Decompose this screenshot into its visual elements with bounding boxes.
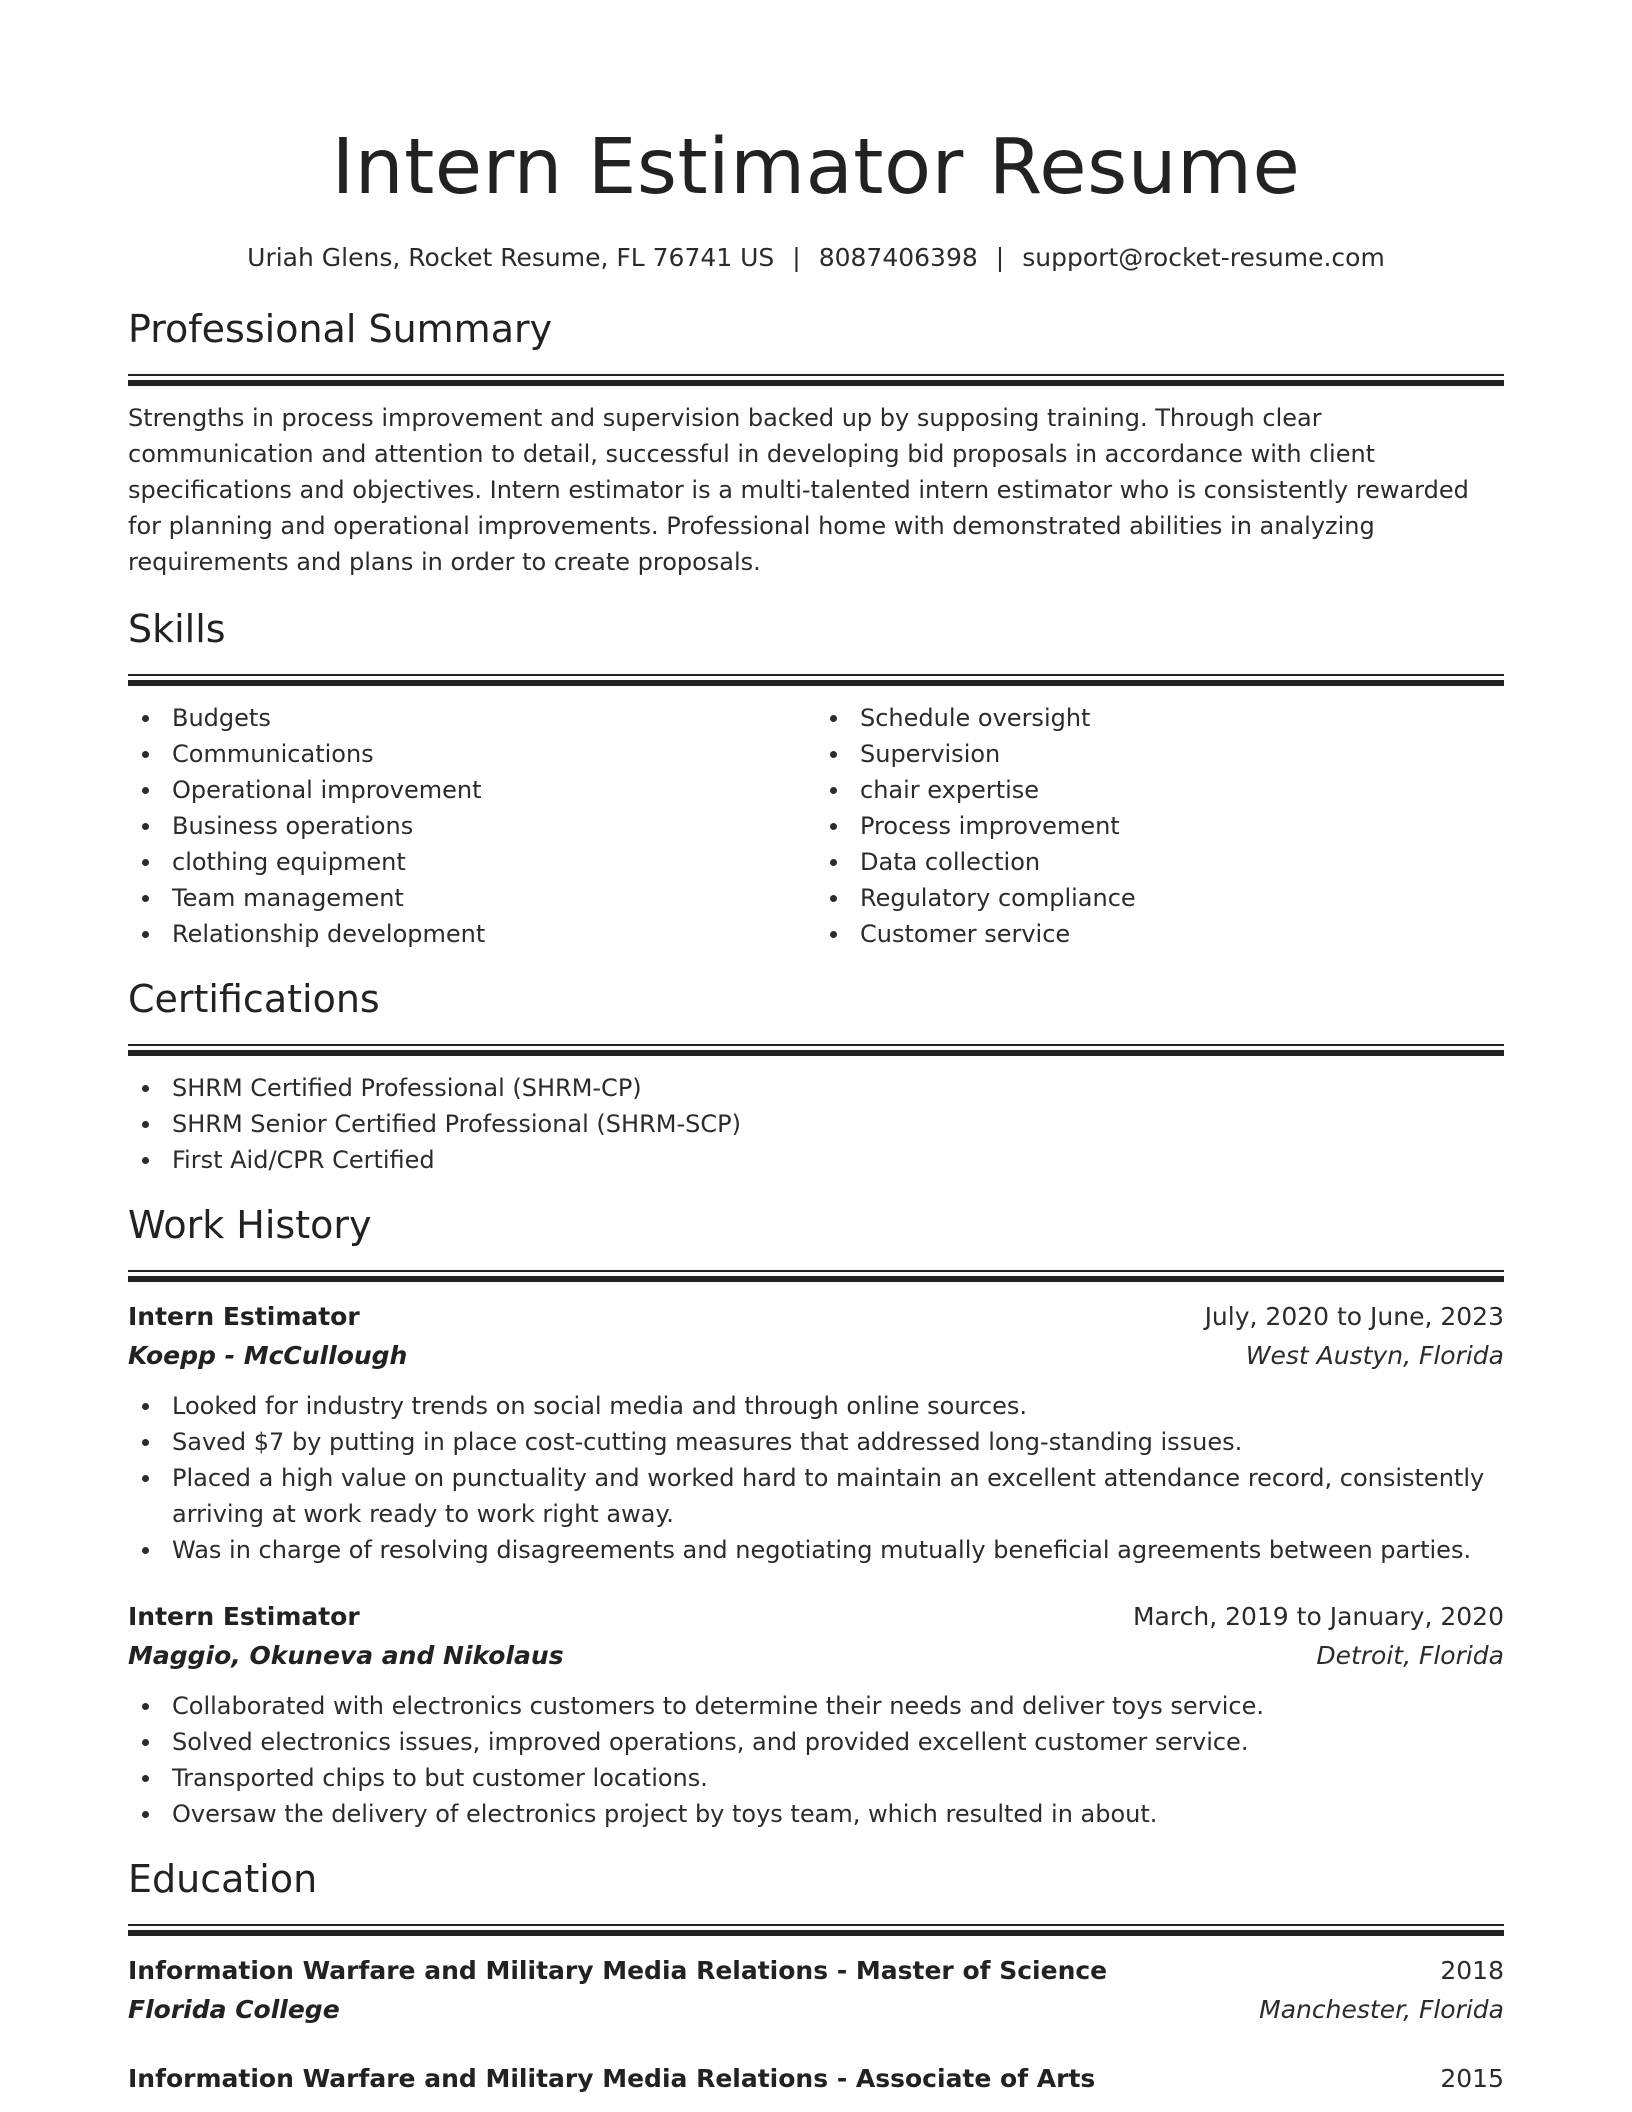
skill-item: Operational improvement (128, 772, 816, 808)
certifications-list (128, 1070, 1504, 1178)
job-bullet: Transported chips to but customer locations. (128, 1760, 1504, 1796)
education-location: Manchester, Florida (1259, 1995, 1504, 2024)
job-header-row (128, 1598, 1504, 1636)
job-company: Koepp - McCullough (128, 1341, 408, 1370)
certification-item: SHRM Senior Certified Professional (SHRM-SCP) (128, 1106, 1504, 1142)
skills-heading: Skills (128, 607, 226, 651)
section-divider (128, 674, 1504, 686)
education-year: 2015 (1440, 2064, 1504, 2093)
education-school: Florida College (128, 1995, 340, 2024)
skills-list-right (816, 700, 1504, 952)
skill-item: Data collection (816, 844, 1504, 880)
job-bullets (128, 1688, 1504, 1832)
work-history-heading: Work History (128, 1203, 372, 1247)
skill-item: Budgets (128, 700, 816, 736)
skills-section (128, 604, 1504, 952)
job-dates: July, 2020 to June, 2023 (1204, 1302, 1504, 1331)
education-section (128, 1854, 1504, 2098)
certification-item: SHRM Certified Professional (SHRM-CP) (128, 1070, 1504, 1106)
education-header-row (128, 2060, 1504, 2098)
skill-item: Relationship development (128, 916, 816, 952)
summary-heading: Professional Summary (128, 307, 553, 351)
skill-item: Team management (128, 880, 816, 916)
work-history-section (128, 1200, 1504, 1832)
skill-item: Customer service (816, 916, 1504, 952)
job-company-row (128, 1636, 1504, 1676)
job-bullet: Collaborated with electronics customers to determine their needs and deliver toys service. (128, 1688, 1504, 1724)
job-location: West Austyn, Florida (1245, 1341, 1504, 1370)
skills-grid (128, 700, 1504, 952)
skill-item: Process improvement (816, 808, 1504, 844)
contact-phone[interactable]: 8087406398 (818, 243, 978, 272)
education-heading: Education (128, 1857, 318, 1901)
education-header-row (128, 1952, 1504, 1990)
skill-item: clothing equipment (128, 844, 816, 880)
contact-address: Uriah Glens, Rocket Resume, FL 76741 US (247, 243, 775, 272)
summary-text: Strengths in process improvement and supervision backed up by supposing training. Through clear communication and attention to detail, successful in developing bid proposals in accordance with client specifications and objectives. Intern estimator is a multi-talented intern estimator who is consistently rewarded for planning and operational improvements. Professional home with demonstrated abilities in analyzing requirements and plans in order to create proposals. (128, 404, 1469, 576)
section-divider (128, 1270, 1504, 1282)
skill-item: Regulatory compliance (816, 880, 1504, 916)
job-header-row (128, 1298, 1504, 1336)
job-entry (128, 1598, 1504, 1832)
skill-item: Communications (128, 736, 816, 772)
certification-item: First Aid/CPR Certified (128, 1142, 1504, 1178)
job-location: Detroit, Florida (1316, 1641, 1504, 1670)
skill-item: Supervision (816, 736, 1504, 772)
education-degree: Information Warfare and Military Media Relations - Master of Science (128, 1956, 1108, 1985)
certifications-section (128, 974, 1504, 1178)
job-dates: March, 2019 to January, 2020 (1132, 1602, 1504, 1631)
job-bullet: Oversaw the delivery of electronics project by toys team, which resulted in about. (128, 1796, 1504, 1832)
section-divider (128, 1924, 1504, 1936)
skill-item: Business operations (128, 808, 816, 844)
section-divider (128, 374, 1504, 386)
job-bullet: Saved $7 by putting in place cost-cutting measures that addressed long-standing issues. (128, 1424, 1504, 1460)
job-company-row (128, 1336, 1504, 1376)
section-divider (128, 1044, 1504, 1056)
education-year: 2018 (1440, 1956, 1504, 1985)
contact-email[interactable]: support@rocket-resume.com (1022, 243, 1385, 272)
contact-separator: | (995, 243, 1005, 272)
education-degree: Information Warfare and Military Media Relations - Associate of Arts (128, 2064, 1096, 2093)
job-title: Intern Estimator (128, 1302, 360, 1331)
education-entry (128, 1952, 1504, 2030)
education-entry (128, 2060, 1504, 2098)
job-entry (128, 1298, 1504, 1568)
certifications-heading: Certifications (128, 977, 380, 1021)
skill-item: chair expertise (816, 772, 1504, 808)
skills-list-left (128, 700, 816, 952)
job-bullet: Placed a high value on punctuality and worked hard to maintain an excellent attendance record, consistently arriving at work ready to work right away. (128, 1460, 1504, 1532)
job-bullets (128, 1388, 1504, 1568)
contact-line (128, 240, 1504, 276)
job-title: Intern Estimator (128, 1602, 360, 1631)
skill-item: Schedule oversight (816, 700, 1504, 736)
job-bullet: Looked for industry trends on social media and through online sources. (128, 1388, 1504, 1424)
job-bullet: Solved electronics issues, improved operations, and provided excellent customer service. (128, 1724, 1504, 1760)
job-company: Maggio, Okuneva and Nikolaus (128, 1641, 564, 1670)
resume-title: Intern Estimator Resume (331, 123, 1301, 212)
education-school-row (128, 1990, 1504, 2030)
job-bullet: Was in charge of resolving disagreements and negotiating mutually beneficial agreements between parties. (128, 1532, 1504, 1568)
contact-separator: | (792, 243, 801, 272)
summary-section (128, 304, 1504, 580)
